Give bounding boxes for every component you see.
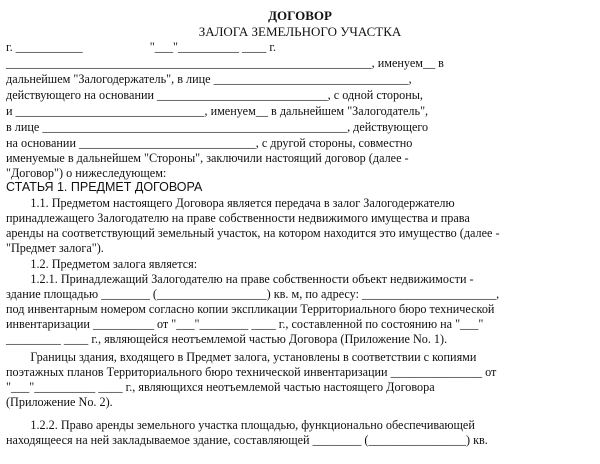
paragraph-line: здание площадью ________ (__________________) кв. м, по адресу: ______________________, <box>6 287 500 301</box>
paragraph-line: аренды на соответствующий земельный участок, на котором находится это имущество (далее - <box>6 226 500 240</box>
paragraph-line: инвентаризации __________ от "___"________ ____ г., составленной по состоянию на "___" <box>6 317 484 331</box>
text-line: дальнейшем "Залогодержатель", в лице ________________________________, <box>6 72 412 86</box>
paragraph-line: принадлежащего Залогодателю на праве собственности недвижимого имущества и права <box>6 211 470 225</box>
document-title: ДОГОВОР <box>268 8 332 23</box>
paragraph-line: поэтажных планов Территориального бюро технической инвентаризации _______________ от <box>6 365 497 379</box>
paragraph-line: "Предмет залога"). <box>6 241 104 255</box>
text-line: ____________________________________________________________, именуем__ в <box>6 56 444 70</box>
paragraph-line: 1.2.2. Право аренды земельного участка площадью, функционально обеспечивающей <box>6 418 475 432</box>
paragraph-line: 1.1. Предметом настоящего Договора является передача в залог Залогодержателю <box>6 196 455 210</box>
paragraph-line: (Приложение No. 2). <box>6 395 113 409</box>
paragraph-line: Границы здания, входящего в Предмет залога, установлены в соответствии с копиями <box>6 350 477 364</box>
text-line: г. ___________ "___"__________ ____ г. <box>6 40 277 54</box>
document-subtitle: ЗАЛОГА ЗЕМЕЛЬНОГО УЧАСТКА <box>198 24 402 39</box>
text-line: и _______________________________, именуем__ в дальнейшем "Залогодатель", <box>6 104 429 118</box>
text-line: действующего на основании ____________________________, с одной стороны, <box>6 88 423 102</box>
paragraph-line: _________ ____ г., являющейся неотъемлемой частью Договора (Приложение No. 1). <box>6 332 448 346</box>
paragraph-line: 1.2.1. Принадлежащий Залогодателю на праве собственности объект недвижимости - <box>6 272 474 286</box>
paragraph-line: 1.2. Предметом залога является: <box>6 257 198 271</box>
text-line: именуемые в дальнейшем "Стороны", заключили настоящий договор (далее - <box>6 151 409 165</box>
paragraph-line: находящееся на ней закладываемое здание, составляющей ________ (________________) кв. <box>6 433 488 447</box>
text-line: "Договор") о нижеследующем: <box>6 166 167 180</box>
paragraph-line: "___"__________ ____ г., являющихся неотъемлемой частью настоящего Договора <box>6 380 435 394</box>
text-line: на основании _____________________________, с другой стороны, совместно <box>6 136 413 150</box>
section-title: СТАТЬЯ 1. ПРЕДМЕТ ДОГОВОРА <box>6 180 203 194</box>
text-line: в лице __________________________________________________, действующего <box>6 120 429 134</box>
paragraph-line: под инвентарным номером согласно копии экспликации Территориального бюро технической <box>6 302 495 316</box>
